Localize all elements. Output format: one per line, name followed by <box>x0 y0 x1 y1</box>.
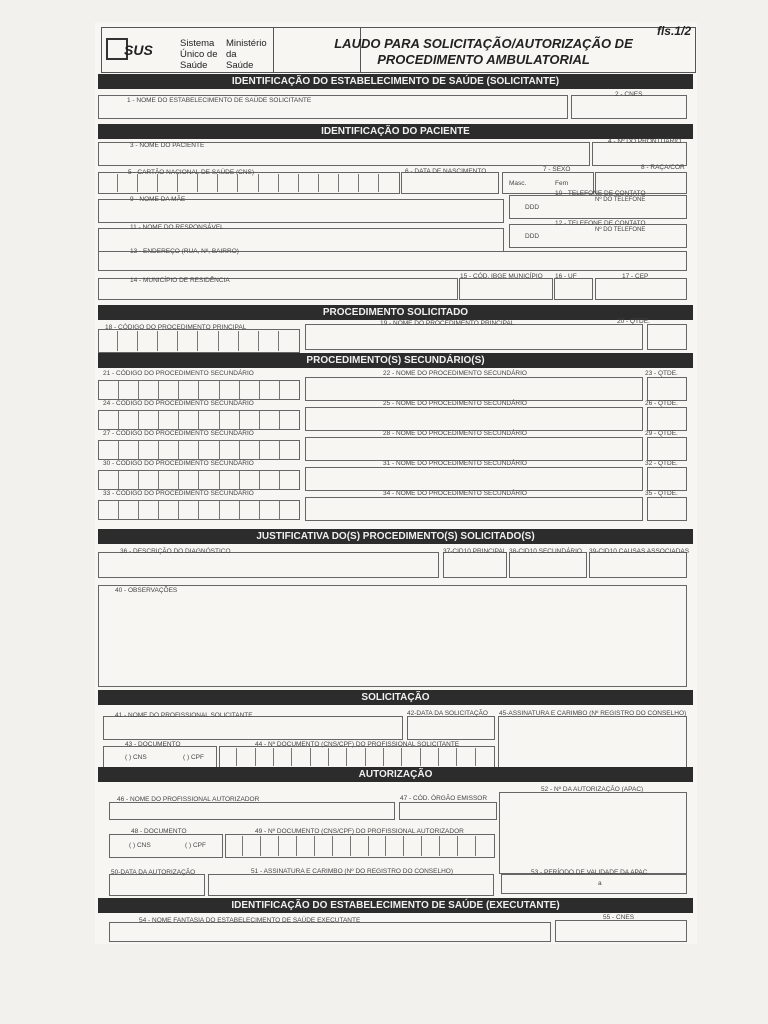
section-secundarios: PROCEDIMENTO(S) SECUNDÁRIO(S) <box>98 353 693 368</box>
ministerio-line: Ministério <box>226 38 267 49</box>
field-observacoes[interactable] <box>98 585 687 687</box>
label: 27 - CÓDIGO DO PROCEDIMENTO SECUNDÁRIO <box>103 430 254 437</box>
label: 26 - QTDE. <box>645 400 678 407</box>
label: 55 - CNES <box>603 914 635 921</box>
label: 42-DATA DA SOLICITAÇÃO <box>407 710 488 717</box>
label: 13 - ENDEREÇO (RUA, Nº, BAIRRO) <box>130 248 239 255</box>
sec-code-cells[interactable] <box>98 380 300 400</box>
label: 34 - NOME DO PROCEDIMENTO SECUNDÁRIO <box>383 490 527 497</box>
label: DDD <box>525 204 540 211</box>
field-diagnostico[interactable] <box>98 552 439 578</box>
sistema-text <box>180 38 218 71</box>
label: 25 - NOME DO PROCEDIMENTO SECUNDÁRIO <box>383 400 527 407</box>
field-prof-autorizador[interactable] <box>109 802 395 820</box>
cns-cells <box>98 174 398 192</box>
section-paciente: IDENTIFICAÇÃO DO PACIENTE <box>98 124 693 139</box>
form-sheet <box>95 22 697 944</box>
label: 5 - CARTÃO NACIONAL DE SAÚDE (CNS) <box>128 169 255 176</box>
label: 3 - NOME DO PACIENTE <box>130 142 205 149</box>
label: Fem <box>555 180 568 187</box>
field-cid-principal[interactable] <box>443 552 507 578</box>
logo-text: SUS <box>124 42 153 58</box>
ministerio-line: da <box>226 49 237 60</box>
label: Nº DO TELEFONE <box>595 197 646 203</box>
label: 20 - QTDE. <box>617 318 650 325</box>
field-proc-name[interactable] <box>305 324 643 350</box>
label: 1 - NOME DO ESTABELECIMENTO DE SAÚDE SOLICITANTE <box>127 97 312 104</box>
field-sec-name[interactable] <box>305 467 643 491</box>
label: 30 - CÓDIGO DO PROCEDIMENTO SECUNDÁRIO <box>103 460 254 467</box>
field-proc-qty[interactable] <box>647 324 687 350</box>
label: 50-DATA DA AUTORIZAÇÃO <box>111 869 196 876</box>
label: 54 - NOME FANTASIA DO ESTABELECIMENTO DE SAÚDE EXECUTANTE <box>139 917 361 924</box>
label: 41 - NOME DO PROFISSIONAL SOLICITANTE <box>115 712 253 719</box>
sistema-line: Saúde <box>180 60 208 71</box>
label: 35 - QTDE. <box>645 490 678 497</box>
label: 52 - Nº DA AUTORIZAÇÃO (APAC) <box>541 786 644 793</box>
label: 44 - Nº DOCUMENTO (CNS/CPF) DO PROFISSIONAL SOLICITANTE <box>255 741 460 748</box>
label: 32 - QTDE. <box>645 460 678 467</box>
sistema-line: Sistema <box>180 38 215 49</box>
page-number: fls.1/2 <box>656 24 691 38</box>
ministerio-line: Saúde <box>226 60 254 71</box>
label: 11 - NOME DO RESPONSÁVEL <box>130 224 224 231</box>
field-estab-executante[interactable] <box>109 922 551 942</box>
section-estab-executante: IDENTIFICAÇÃO DO ESTABELECIMENTO DE SAÚDE (EXECUTANTE) <box>98 898 693 913</box>
section-justificativa: JUSTIFICATIVA DO(S) PROCEDIMENTO(S) SOLICITADO(S) <box>98 529 693 544</box>
section-autorizacao: AUTORIZAÇÃO <box>98 767 693 782</box>
label: DDD <box>525 233 540 240</box>
label: 49 - Nº DOCUMENTO (CNS/CPF) DO PROFISSIONAL AUTORIZADOR <box>255 828 464 835</box>
proc-code-cells <box>98 331 298 351</box>
doc-cells <box>219 748 493 766</box>
label: 38-CID10 SECUNDÁRIO <box>509 548 582 555</box>
field-sec-qty[interactable] <box>647 497 687 521</box>
field-data-solicitacao[interactable] <box>407 716 495 740</box>
field-uf[interactable] <box>554 278 593 300</box>
field-sec-qty[interactable] <box>647 377 687 401</box>
field-birthdate[interactable] <box>401 172 499 194</box>
label: 47 - CÓD. ÓRGÃO EMISSOR <box>400 795 488 802</box>
label: 39-CID10 CAUSAS ASSOCIADAS <box>589 548 690 555</box>
label: 21 - CÓDIGO DO PROCEDIMENTO SECUNDÁRIO <box>103 370 254 377</box>
label: 2 - CNES <box>615 91 643 98</box>
section-procedimento: PROCEDIMENTO SOLICITADO <box>98 305 693 320</box>
field-sec-qty[interactable] <box>647 407 687 431</box>
label: 31 - NOME DO PROCEDIMENTO SECUNDÁRIO <box>383 460 527 467</box>
section-solicitacao: SOLICITAÇÃO <box>98 690 693 705</box>
label: 14 - MUNICÍPIO DE RESIDÊNCIA <box>130 277 230 284</box>
field-sec-qty[interactable] <box>647 437 687 461</box>
form-title-line1: LAUDO PARA SOLICITAÇÃO/AUTORIZAÇÃO DE <box>334 36 633 51</box>
field-prof-solicitante[interactable] <box>103 716 403 740</box>
label: 23 - QTDE. <box>645 370 678 377</box>
label: 15 - CÓD. IBGE MUNICÍPIO <box>460 273 543 280</box>
label: 40 - OBSERVAÇÕES <box>115 587 178 594</box>
label: ( ) CNS <box>129 842 151 849</box>
label: ( ) CPF <box>183 754 204 761</box>
field-sec-name[interactable] <box>305 377 643 401</box>
label: 33 - CÓDIGO DO PROCEDIMENTO SECUNDÁRIO <box>103 490 254 497</box>
label: 51 - ASSINATURA E CARIMBO (Nº DO REGISTRO DO CONSELHO) <box>251 868 453 875</box>
label: 9 - NOME DA MÃE <box>130 196 186 203</box>
sistema-line: Único de <box>180 49 218 60</box>
field-cid-secundario[interactable] <box>509 552 587 578</box>
field-num-autorizacao[interactable] <box>499 792 687 874</box>
label: 29 - QTDE. <box>645 430 678 437</box>
field-prontuario[interactable] <box>592 142 687 166</box>
field-orgao-emissor[interactable] <box>399 802 497 820</box>
form-title-line2: PROCEDIMENTO AMBULATORIAL <box>377 52 590 67</box>
field-sec-qty[interactable] <box>647 467 687 491</box>
label: 16 - UF <box>555 273 577 280</box>
ministerio-text <box>226 38 267 71</box>
label: 28 - NOME DO PROCEDIMENTO SECUNDÁRIO <box>383 430 527 437</box>
label: 19 - NOME DO PROCEDIMENTO PRINCIPAL <box>380 320 515 327</box>
field-validade-apac[interactable] <box>501 874 687 894</box>
label: 4 - Nº DO PRONTUÁRIO <box>608 138 682 145</box>
label: 22 - NOME DO PROCEDIMENTO SECUNDÁRIO <box>383 370 527 377</box>
field-data-autorizacao[interactable] <box>109 874 205 896</box>
field-cep[interactable] <box>595 278 687 300</box>
label: 53 - PERÍODO DE VALIDADE DA APAC <box>531 869 648 876</box>
label: ( ) CNS <box>125 754 147 761</box>
label: 46 - NOME DO PROFISSIONAL AUTORIZADOR <box>117 796 260 803</box>
label: 48 - DOCUMENTO <box>131 828 187 835</box>
label: 45-ASSINATURA E CARIMBO (Nº REGISTRO DO CONSELHO) <box>499 710 687 717</box>
label: Masc. <box>509 180 527 187</box>
sec-code-cells[interactable] <box>98 500 300 520</box>
sec-code-cells[interactable] <box>98 440 300 460</box>
field-cnes[interactable] <box>571 95 687 119</box>
section-estab-solicitante: IDENTIFICAÇÃO DO ESTABELECIMENTO DE SAÚDE (SOLICITANTE) <box>98 74 693 89</box>
field-sec-name[interactable] <box>305 437 643 461</box>
label: 12 - TELEFONE DE CONTATO <box>555 220 646 227</box>
doc-aut-cells <box>225 836 493 856</box>
sec-code-cells[interactable] <box>98 410 300 430</box>
label: 18 - CÓDIGO DO PROCEDIMENTO PRINCIPAL <box>105 324 247 331</box>
label: a <box>598 880 602 887</box>
label: 24 - CÓDIGO DO PROCEDIMENTO SECUNDÁRIO <box>103 400 254 407</box>
label: 10 - TELEFONE DE CONTATO <box>555 190 646 197</box>
label: ( ) CPF <box>185 842 206 849</box>
field-cnes-exec[interactable] <box>555 920 687 942</box>
label: 8 - RAÇA/COR <box>641 164 685 171</box>
sus-logo <box>106 38 152 64</box>
label: Nº DO TELEFONE <box>595 227 646 233</box>
field-ibge[interactable] <box>459 278 553 300</box>
label: 7 - SEXO <box>543 166 571 173</box>
label: 43 - DOCUMENTO <box>125 741 181 748</box>
sec-code-cells[interactable] <box>98 470 300 490</box>
label: 36 - DESCRIÇÃO DO DIAGNÓSTICO <box>120 548 231 555</box>
label: 17 - CEP <box>622 273 649 280</box>
label: 6 - DATA DE NASCIMENTO <box>405 168 487 175</box>
field-sec-name[interactable] <box>305 497 643 521</box>
field-cid-causas[interactable] <box>589 552 687 578</box>
field-sec-name[interactable] <box>305 407 643 431</box>
field-assinatura-solic[interactable] <box>498 716 687 770</box>
label: 37-CID10 PRINCIPAL <box>443 548 507 555</box>
field-assinatura-aut[interactable] <box>208 874 494 896</box>
